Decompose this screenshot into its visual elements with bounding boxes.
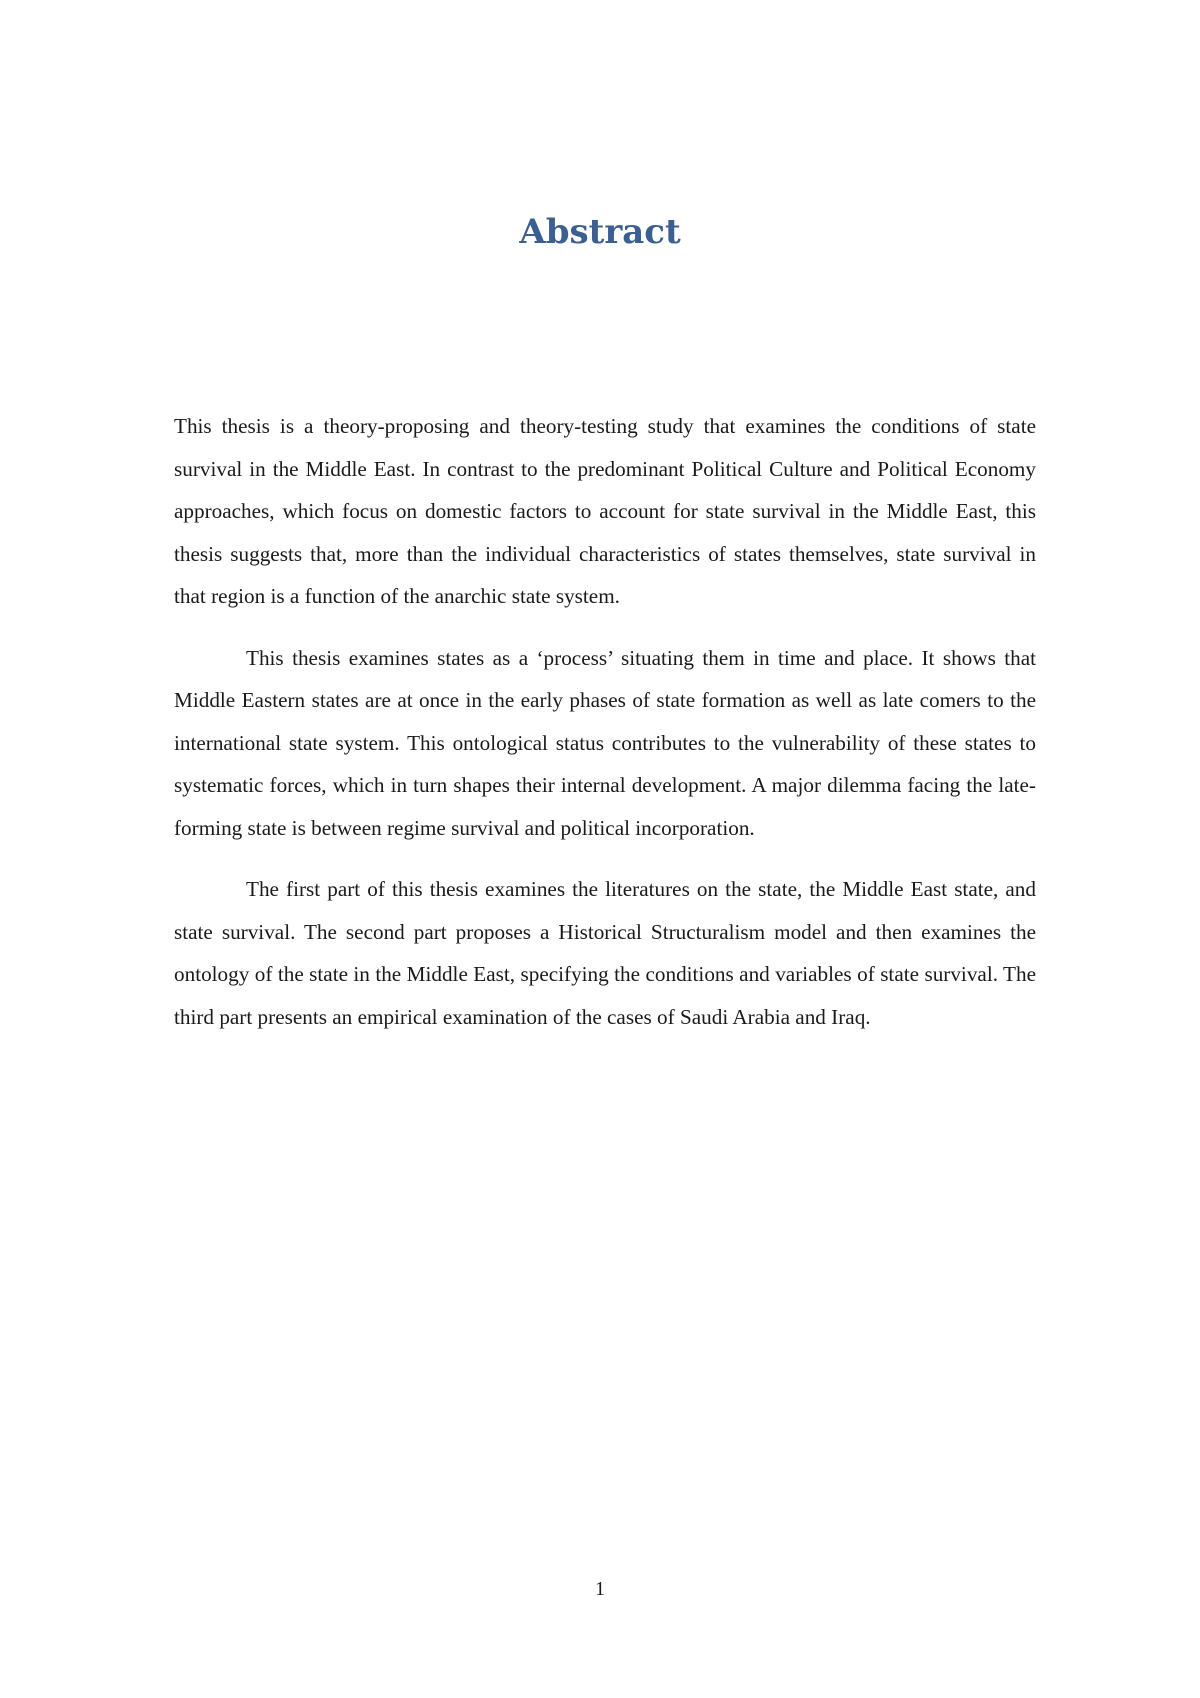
abstract-paragraph-3: The first part of this thesis examines the literatures on the state, the Middle East state, and state survival. The second part proposes a Historical Structuralism model and then examines the ontology of the state in the Middle East, specifying the conditions and variables of state survival. The third part presents an empirical examination of the cases of Saudi Arabia and Iraq. xyxy=(174,877,1036,1029)
page-title: Abstract xyxy=(519,212,681,252)
abstract-paragraph-1: This thesis is a theory-proposing and theory-testing study that examines the conditions of state survival in the Middle East. In contrast to the predominant Political Culture and Political Economy approaches, which focus on domestic factors to account for state survival in the Middle East, this thesis suggests that, more than the individual characteristics of states themselves, state survival in that region is a function of the anarchic state system. xyxy=(174,414,1036,608)
abstract-body xyxy=(174,405,1036,1038)
page-number: 1 xyxy=(595,1578,605,1600)
abstract-paragraph-2: This thesis examines states as a ‘process’ situating them in time and place. It shows that Middle Eastern states are at once in the early phases of state formation as well as late comers to the international state system. This ontological status contributes to the vulnerability of these states to systematic forces, which in turn shapes their internal development. A major dilemma facing the late-forming state is between regime survival and political incorporation. xyxy=(174,645,1036,840)
